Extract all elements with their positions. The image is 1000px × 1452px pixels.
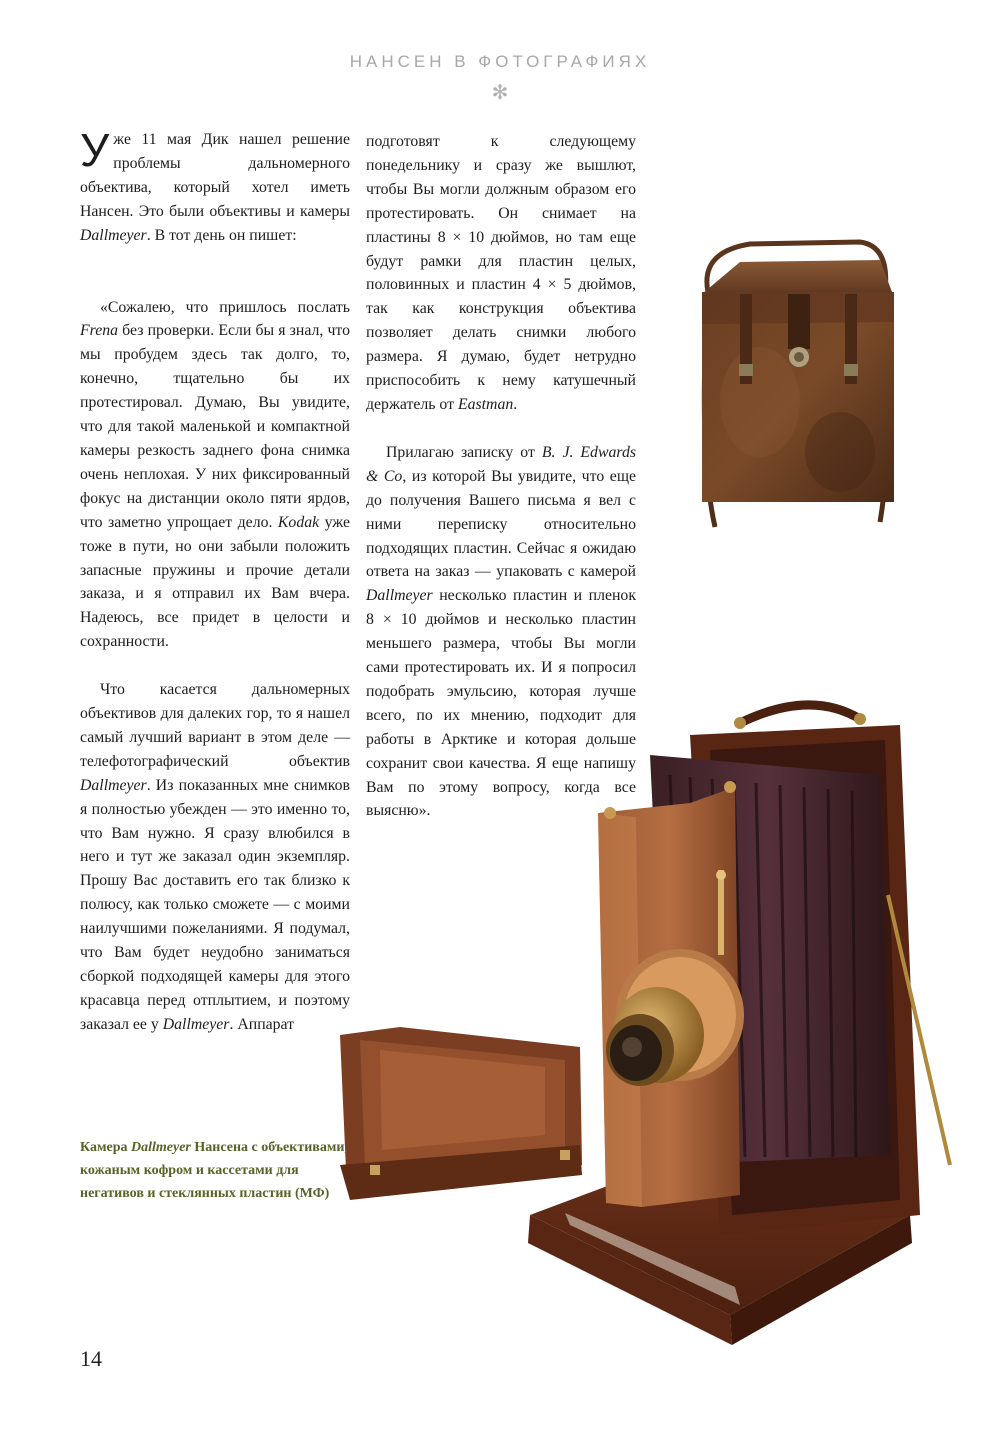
- text-run: Прилагаю записку от: [386, 443, 542, 461]
- italic-run: B. J. Edwards & Co: [366, 443, 636, 485]
- text-run: без проверки. Если бы я знал, что мы пробудем здесь так долго, то, конечно, тщательно бы их протестировал. Думаю, Вы увидите, что для такой маленькой и компактной камеры резкость заднего фона снимка очень неплохая. У них фиксированный фокус на дистанции около пяти ярдов, что заметно упрощает дело.: [80, 322, 350, 531]
- italic-run: Dallmeyer: [80, 776, 147, 794]
- text-run: Камера: [80, 1140, 132, 1155]
- text-run: .: [513, 395, 518, 413]
- page-number: 14: [80, 1346, 102, 1371]
- leather-case-photo: [680, 232, 920, 532]
- italic-run: Kodak: [277, 513, 320, 531]
- photo-caption: [80, 1136, 350, 1205]
- text-run: . Из показанных мне снимков я полностью убежден — это именно то, что Вам нужно. Я сразу влюбился в него и тут же заказал один экземпляр. Прошу Вас доставить его так близко к полюсу, как только сможете — с моими наилучшими пожеланиями. Я подумал, что Вам будет неудобно заниматься сборкой подходящей камеры для этого красавца перед отплытием, и поэтому заказал ее у: [80, 776, 350, 1033]
- italic-run: Eastman: [457, 395, 514, 413]
- header-ornament: ✻: [491, 82, 509, 104]
- running-header: НАНСЕН В ФОТОГРАФИЯХ: [349, 52, 651, 71]
- paragraph: [366, 130, 636, 417]
- paragraph: [80, 124, 350, 248]
- paragraph: [80, 296, 350, 655]
- text-run: , из которой Вы увидите, что еще до получения Вашего письма я вел с ними переписку относительно подходящих пластин. Сейчас я ожидаю ответа на заказ — упаковать с камерой: [366, 467, 636, 581]
- italic-run: Dallmeyer: [366, 587, 433, 605]
- text-run: подготовят к следующему понедельнику и сразу же вышлют, чтобы Вы могли должным образом его протестировать. Он снимает на пластины 8 × 10 дюймов, но там еще будут рамки для пластин целых, половинных и пластин 4 × 5 дюймов, так как конструкция объектива позволяет делать снимки любого размера. Я думаю, будет нетрудно приспособить к нему катушечный держатель от: [366, 133, 636, 413]
- text-run: уже тоже в пути, но они забыли положить запасные пружины и прочие детали заказа, и я отправил их Вам вчера. Надеюсь, все придет в целости и сохранности.: [80, 513, 351, 651]
- dallmeyer-camera-photo: [340, 695, 960, 1395]
- italic-run: Dallmeyer: [80, 226, 147, 244]
- drop-cap: У: [80, 124, 110, 176]
- text-run: несколько пластин и пленок 8 × 10 дюймов и несколько пластин меньшего размера, чтобы Вы могли сами протестировать их. И я попросил подобрать эмульсию, которая лучше всего, по их мнению, подходит для работы в Арктике и которая дольше сохранит свои качества. Я еще напишу Вам по этому вопросу, когда все выясню».: [366, 587, 636, 820]
- text-column-left: [80, 124, 351, 1037]
- italic-run: Dallmeyer: [131, 1140, 191, 1155]
- text-run: . В тот день он пишет:: [146, 226, 297, 244]
- italic-run: Frena: [80, 322, 119, 340]
- text-run: Нансена с объективами, кожаным кофром и кассетами для негативов и стеклянных пластин (МФ): [80, 1140, 348, 1201]
- text-run: . Аппарат: [229, 1015, 295, 1033]
- text-run: же 11 мая Дик нашел решение проблемы дальномерного объектива, который хотел иметь Нансен. Это были объективы и камеры: [80, 131, 350, 220]
- text-run: «Сожалею, что пришлось послать: [100, 298, 350, 316]
- italic-run: Dallmeyer: [162, 1015, 230, 1033]
- text-run: Что касается дальномерных объективов для далеких гор, то я нашел самый лучший вариант в этом деле — телефотографический объектив: [80, 681, 350, 770]
- paragraph: [80, 678, 350, 1037]
